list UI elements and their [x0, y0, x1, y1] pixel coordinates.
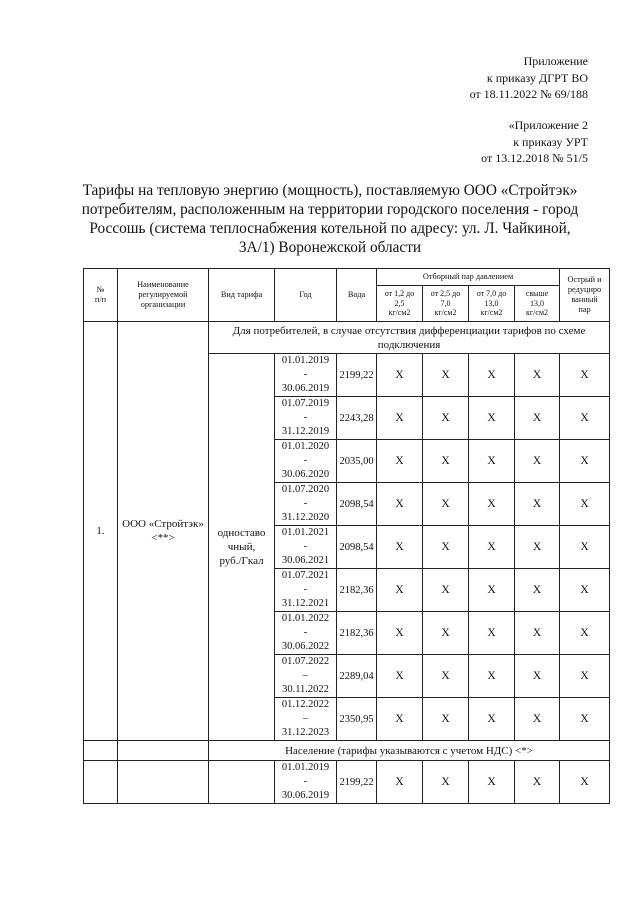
period-start: 01.07.2019	[281, 398, 330, 409]
tariff-type-line: руб./Гкал	[219, 555, 264, 567]
period-start: 01.07.2022	[281, 656, 330, 667]
period-dash: -	[303, 541, 308, 552]
water-tariff: 2350,95	[337, 698, 377, 741]
period-cell	[275, 526, 337, 569]
period-end: 31.12.2020	[281, 512, 330, 523]
period-end: 30.06.2021	[281, 555, 330, 566]
not-applicable-mark: X	[560, 612, 610, 655]
not-applicable-mark: X	[423, 354, 469, 397]
approval-line: от 13.12.2018 № 51/5	[481, 151, 588, 165]
empty-cell	[209, 761, 275, 804]
period-end: 31.12.2021	[281, 598, 330, 609]
tariff-type	[209, 354, 275, 741]
not-applicable-mark: X	[515, 655, 560, 698]
header-steam-3: от 7,0 до 13,0 кг/см2	[469, 286, 515, 322]
header-tariff-type: Вид тарифа	[209, 269, 275, 322]
not-applicable-mark: X	[560, 569, 610, 612]
period-cell	[275, 761, 337, 804]
empty-cell	[118, 761, 209, 804]
organization-name	[118, 322, 209, 741]
water-tariff: 2098,54	[337, 526, 377, 569]
not-applicable-mark: X	[377, 698, 423, 741]
not-applicable-mark: X	[377, 526, 423, 569]
not-applicable-mark: X	[515, 526, 560, 569]
section-title-line: подключения	[377, 338, 441, 351]
period-cell	[275, 698, 337, 741]
not-applicable-mark: X	[560, 761, 610, 804]
not-applicable-mark: X	[560, 526, 610, 569]
not-applicable-mark: X	[423, 397, 469, 440]
tariff-table	[83, 268, 610, 804]
approval-line: к приказу УРТ	[513, 134, 588, 149]
period-dash: -	[303, 498, 308, 509]
period-start: 01.07.2020	[281, 484, 330, 495]
not-applicable-mark: X	[469, 761, 515, 804]
period-dash: -	[303, 412, 308, 423]
water-tariff: 2182,36	[337, 612, 377, 655]
not-applicable-mark: X	[423, 483, 469, 526]
water-tariff: 2035,00	[337, 440, 377, 483]
approval-line: от 18.11.2022 № 69/188	[469, 87, 588, 101]
not-applicable-mark: X	[515, 761, 560, 804]
period-start: 01.01.2019	[281, 762, 330, 773]
not-applicable-mark: X	[469, 655, 515, 698]
not-applicable-mark: X	[423, 655, 469, 698]
not-applicable-mark: X	[377, 397, 423, 440]
section-title-population: Население (тарифы указываются с учетом НДС) <*>	[209, 741, 610, 761]
not-applicable-mark: X	[377, 612, 423, 655]
header-year: Год	[275, 269, 337, 322]
section-title-line: Для потребителей, в случае отсутствия дифференциации тарифов по схеме	[232, 324, 586, 337]
period-start: 01.12.2022	[281, 699, 330, 710]
period-dash: –	[302, 670, 309, 681]
period-start: 01.01.2020	[281, 441, 330, 452]
not-applicable-mark: X	[560, 698, 610, 741]
not-applicable-mark: X	[377, 761, 423, 804]
section-row	[84, 741, 610, 761]
empty-cell	[84, 761, 118, 804]
water-tariff: 2182,36	[337, 569, 377, 612]
not-applicable-mark: X	[469, 526, 515, 569]
title-line: 3А/1) Воронежской области	[238, 239, 422, 256]
header-steam-1: от 1,2 до 2,5 кг/см2	[377, 286, 423, 322]
header-organization: Наименование регулируемой организации	[118, 269, 209, 322]
not-applicable-mark: X	[469, 483, 515, 526]
not-applicable-mark: X	[515, 354, 560, 397]
not-applicable-mark: X	[515, 569, 560, 612]
not-applicable-mark: X	[515, 397, 560, 440]
not-applicable-mark: X	[469, 569, 515, 612]
period-end: 30.06.2020	[281, 469, 330, 480]
not-applicable-mark: X	[423, 569, 469, 612]
not-applicable-mark: X	[560, 354, 610, 397]
not-applicable-mark: X	[377, 655, 423, 698]
not-applicable-mark: X	[560, 397, 610, 440]
not-applicable-mark: X	[469, 397, 515, 440]
empty-cell	[84, 741, 118, 761]
not-applicable-mark: X	[469, 440, 515, 483]
water-tariff: 2098,54	[337, 483, 377, 526]
header-steam-4: свыше 13,0 кг/см2	[515, 286, 560, 322]
period-dash: -	[303, 627, 308, 638]
period-dash: -	[303, 584, 308, 595]
not-applicable-mark: X	[423, 761, 469, 804]
header-steam-2: от 2,5 до 7,0 кг/см2	[423, 286, 469, 322]
row-number: 1.	[84, 322, 118, 741]
period-end: 31.12.2023	[281, 727, 330, 738]
period-start: 01.01.2019	[281, 355, 330, 366]
section-title-consumers	[209, 322, 610, 354]
not-applicable-mark: X	[469, 698, 515, 741]
period-start: 01.07.2021	[281, 570, 330, 581]
not-applicable-mark: X	[377, 354, 423, 397]
period-end: 31.12.2019	[281, 426, 330, 437]
not-applicable-mark: X	[469, 612, 515, 655]
period-dash: -	[303, 369, 308, 380]
period-cell	[275, 655, 337, 698]
period-cell	[275, 354, 337, 397]
approval-line: Приложение	[523, 54, 588, 68]
not-applicable-mark: X	[423, 440, 469, 483]
not-applicable-mark: X	[469, 354, 515, 397]
tariff-type-line: чный,	[227, 541, 256, 553]
period-cell	[275, 569, 337, 612]
approval-line: «Приложение 2	[508, 118, 588, 132]
period-start: 01.01.2021	[281, 527, 330, 538]
not-applicable-mark: X	[515, 612, 560, 655]
header-number: № п/п	[84, 269, 118, 322]
document-title	[70, 181, 590, 257]
tariff-type-line: одноставо	[217, 527, 266, 539]
organization-note: <**>	[151, 532, 175, 544]
tariff-row	[84, 761, 610, 804]
not-applicable-mark: X	[515, 483, 560, 526]
period-end: 30.06.2019	[281, 790, 330, 801]
not-applicable-mark: X	[423, 612, 469, 655]
title-line: Тарифы на тепловую энергию (мощность), поставляемую ООО «Стройтэк»	[82, 182, 578, 199]
period-start: 01.01.2022	[281, 613, 330, 624]
water-tariff: 2199,22	[337, 354, 377, 397]
approval-line: к приказу ДГРТ ВО	[486, 70, 588, 85]
header-steam-group: Отборный пар давлением	[377, 269, 560, 286]
period-dash: –	[302, 713, 309, 724]
organization-line: ООО «Стройтэк»	[122, 518, 204, 530]
period-dash: -	[303, 776, 308, 787]
period-end: 30.06.2022	[281, 641, 330, 652]
not-applicable-mark: X	[423, 526, 469, 569]
period-cell	[275, 440, 337, 483]
approval-block-current	[470, 53, 588, 103]
not-applicable-mark: X	[560, 655, 610, 698]
period-cell	[275, 397, 337, 440]
empty-cell	[118, 741, 209, 761]
not-applicable-mark: X	[560, 440, 610, 483]
period-end: 30.11.2022	[282, 684, 329, 695]
approval-block-original	[481, 117, 588, 167]
not-applicable-mark: X	[515, 698, 560, 741]
water-tariff: 2289,04	[337, 655, 377, 698]
title-line: потребителям, расположенным на территории городского поселения - город	[81, 201, 579, 218]
title-line: Россошь (система теплоснабжения котельной по адресу: ул. Л. Чайкиной,	[89, 220, 571, 237]
not-applicable-mark: X	[377, 483, 423, 526]
water-tariff: 2243,28	[337, 397, 377, 440]
period-end: 30.06.2019	[281, 383, 330, 394]
header-sharp-steam: Острый и редуциро ванный пар	[560, 269, 610, 322]
water-tariff: 2199,22	[337, 761, 377, 804]
header-water: Вода	[337, 269, 377, 322]
not-applicable-mark: X	[560, 483, 610, 526]
period-dash: -	[303, 455, 308, 466]
section-row	[84, 322, 610, 354]
period-cell	[275, 483, 337, 526]
not-applicable-mark: X	[377, 569, 423, 612]
not-applicable-mark: X	[377, 440, 423, 483]
not-applicable-mark: X	[515, 440, 560, 483]
period-cell	[275, 612, 337, 655]
not-applicable-mark: X	[423, 698, 469, 741]
